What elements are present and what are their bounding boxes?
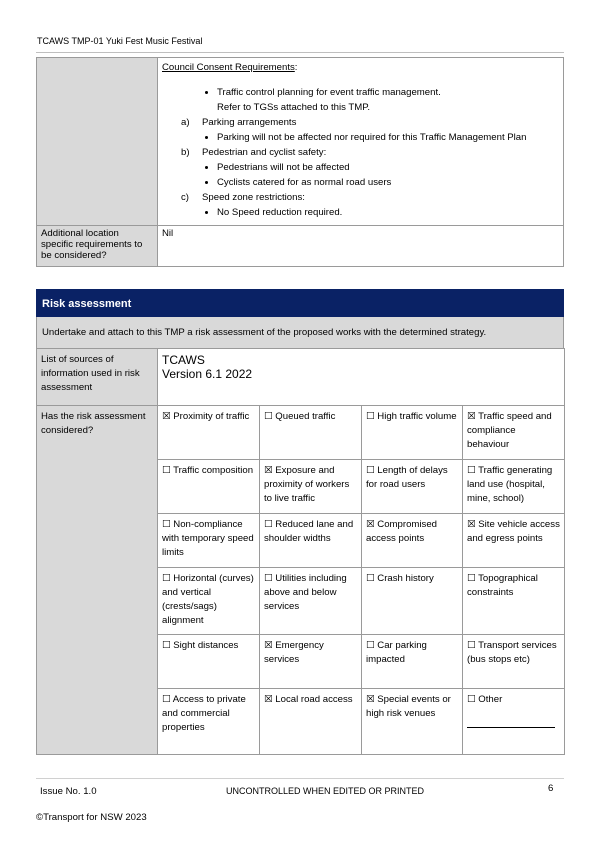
list-label: Pedestrian and cyclist safety: [202,147,327,158]
sources-label: List of sources of information used in risk assessment [37,349,158,406]
risk-factor-label: Local road access [275,694,353,705]
checkbox[interactable]: ☐ [162,694,171,705]
checkbox[interactable]: ☐ [162,640,171,651]
checkbox[interactable]: ☒ [366,519,375,530]
risk-factor-cell [260,635,362,689]
header-divider [36,52,564,53]
additional-requirements-label: Additional location specific requirements to be considered? [37,226,158,267]
risk-factor-cell [260,689,362,755]
risk-factor-label: Car parking impacted [366,640,427,665]
risk-factor-cell [362,568,463,635]
risk-factor-label: Sight distances [173,640,239,651]
sources-line: TCAWS [162,353,205,367]
checkbox[interactable]: ☐ [467,640,476,651]
risk-factor-cell [158,460,260,514]
document-header-title: TCAWS TMP-01 Yuki Fest Music Festival [37,36,203,46]
consent-title: Council Consent Requirements [162,62,295,73]
parking-list [162,130,559,145]
traffic-continuation: Refer to TGSs attached to this TMP. [217,102,371,113]
risk-factor-label: Compromised access points [366,519,437,544]
risk-factor-label: Length of delays for road users [366,465,448,490]
list-label: Speed zone restrictions: [202,192,305,203]
checkbox[interactable]: ☒ [264,640,273,651]
risk-factor-cell [362,635,463,689]
speed-heading [162,190,559,205]
risk-factor-cell [260,460,362,514]
checkbox[interactable]: ☐ [162,573,171,584]
risk-factor-label: Horizontal (curves) and vertical (crests/sags) alignment [162,573,254,626]
list-item: • Traffic control planning for event traffic management. [217,85,559,100]
risk-factor-cell [362,689,463,755]
risk-factor-label: Transport services (bus stops etc) [467,640,557,665]
risk-factor-label: Non-compliance with temporary speed limits [162,519,254,558]
footer-divider [36,778,564,779]
risk-factor-label: Traffic generating land use (hospital, mine, school) [467,465,553,504]
risk-factor-cell [463,406,565,460]
additional-requirements-value: Nil [158,226,564,267]
checkbox[interactable]: ☐ [162,465,171,476]
risk-factor-cell [260,568,362,635]
considered-label: Has the risk assessment considered? [37,406,158,755]
risk-factor-label: Topographical constraints [467,573,538,598]
uncontrolled-notice: UNCONTROLLED WHEN EDITED OR PRINTED [226,786,425,796]
risk-factor-label: Exposure and proximity of workers to live traffic [264,465,350,504]
checkbox[interactable]: ☒ [264,694,273,705]
risk-factor-label: Traffic composition [173,465,254,476]
consent-content-cell [158,58,564,226]
risk-factor-label: Utilities including above and below services [264,573,347,612]
checkbox[interactable]: ☐ [467,573,476,584]
risk-factor-cell [362,514,463,568]
list-item: • No Speed reduction required. [217,205,559,220]
list-letter: b) [181,147,190,158]
risk-assessment-section [36,289,564,755]
traffic-list [162,85,559,100]
risk-factor-cell [158,689,260,755]
list-item: • Parking will not be affected nor required for this Traffic Management Plan [217,130,559,145]
risk-factor-label: Access to private and commercial properties [162,694,246,733]
checkbox[interactable]: ☐ [366,411,375,422]
risk-factor-label: Queued traffic [275,411,336,422]
risk-assessment-table [36,348,565,755]
checkbox[interactable]: ☒ [366,694,375,705]
list-item: • Cyclists catered for as normal road users [217,175,559,190]
risk-factor-cell [362,460,463,514]
checkbox[interactable]: ☐ [264,519,273,530]
pedestrian-list [162,160,559,190]
risk-factor-cell [463,568,565,635]
risk-factor-label: Crash history [377,573,434,584]
speed-list [162,205,559,220]
checkbox[interactable]: ☒ [264,465,273,476]
list-label: Parking arrangements [202,117,297,128]
risk-factor-cell [463,460,565,514]
checkbox[interactable]: ☒ [467,519,476,530]
checkbox[interactable]: ☐ [366,573,375,584]
checkbox[interactable]: ☐ [366,465,375,476]
checkbox[interactable]: ☐ [162,519,171,530]
risk-assessment-heading: Risk assessment [36,289,564,317]
risk-factor-label: Emergency services [264,640,324,665]
risk-factor-cell [158,568,260,635]
risk-factor-label: Reduced lane and shoulder widths [264,519,354,544]
consent-title-colon: : [294,62,298,73]
risk-factor-cell [463,635,565,689]
sources-value [158,349,565,406]
risk-factor-cell [463,514,565,568]
risk-factor-cell [158,514,260,568]
risk-factor-cell [362,406,463,460]
checkbox[interactable]: ☐ [467,694,476,705]
other-specify-line[interactable] [467,713,555,728]
risk-assessment-intro: Undertake and attach to this TMP a risk assessment of the proposed works with the determined strategy. [36,317,564,348]
checkbox[interactable]: ☒ [467,411,476,422]
council-consent-table [36,57,564,267]
parking-heading [162,115,559,130]
sources-line: Version 6.1 2022 [162,367,253,381]
risk-factor-cell [260,406,362,460]
risk-factor-cell [260,514,362,568]
list-letter: a) [181,117,190,128]
consent-label-cell [37,58,158,226]
pedestrian-heading [162,145,559,160]
copyright-notice: ©Transport for NSW 2023 [36,812,147,823]
checkbox[interactable]: ☐ [467,465,476,476]
risk-factor-label: Other [478,694,503,705]
issue-number: Issue No. 1.0 [40,786,97,797]
checkbox[interactable]: ☐ [264,411,273,422]
list-letter: c) [181,192,189,203]
risk-factor-label: High traffic volume [377,411,457,422]
risk-factor-label: Site vehicle access and egress points [467,519,560,544]
risk-factor-cell [158,635,260,689]
checkbox[interactable]: ☐ [264,573,273,584]
page-number: 6 [548,783,554,794]
checkbox[interactable]: ☐ [366,640,375,651]
risk-factor-label: Traffic speed and compliance behaviour [467,411,552,450]
list-item: • Pedestrians will not be affected [217,160,559,175]
risk-factor-label: Special events or high risk venues [366,694,451,719]
risk-factor-cell [158,406,260,460]
risk-factor-cell [463,689,565,755]
checkbox[interactable]: ☒ [162,411,171,422]
risk-factor-label: Proximity of traffic [173,411,250,422]
